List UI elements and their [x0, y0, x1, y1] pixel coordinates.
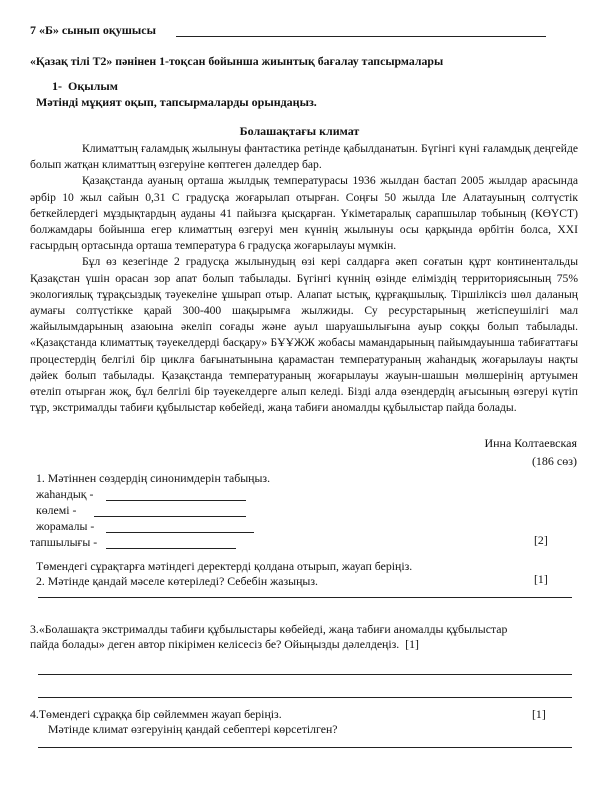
- synonym-answer-2-blank[interactable]: [94, 516, 246, 517]
- task-3-prompt-line-1: 3.«Болашақта экстрималды табиғи құбылыстары көбейеді, жаңа табиғи аномалды құбылыстар: [30, 622, 508, 636]
- task-4-prompt: 4.Төмендегі сұраққа бір сөйлеммен жауап беріңіз.: [30, 707, 282, 721]
- synonym-answer-3-blank[interactable]: [106, 532, 254, 533]
- reading-text: [30, 141, 578, 416]
- task-2-points: [1]: [534, 572, 548, 586]
- section-number: 1-: [52, 79, 62, 93]
- synonym-answer-4-blank[interactable]: [106, 548, 236, 549]
- tasks-intro: Төмендегі сұрақтарға мәтіндегі деректерді қолдана отырып, жауап беріңіз.: [36, 559, 413, 573]
- section-name: Оқылым: [68, 79, 118, 93]
- synonym-word-1: жаһандық -: [36, 487, 94, 501]
- paragraph-1: Климаттың ғаламдық жылынуы фантастика ретінде қабылданатын. Бүгінгі күні ғаламдық деңгейде болып жатқан климаттың өзгеруіне көптеген дәлелдер бар.: [30, 142, 578, 172]
- paragraph-3: Бұл өз кезегінде 2 градусқа жылынудың өзі кері салдарға әкеп соғатын құрт континентальды Қазақстан үшін орасан зор апат болып табылады. Бүгінгі күннің өзінде еліміздің территориясының 75% экологиялық тұрақсыздық тәуекеліне ұшырап отыр. Алапат ыстық, құрғақшылық. Тіршіліксіз шөл даланың аумағы солтүстікке қарай 300-400 шақырымға жылжиды. Су ресурстарының жетіспеушілігі мал жайылымдарының азаюына әкеліп соғады және ауыл шаруашылығына ауыр соққы болып табылады. «Қазақстанда климаттық тәуекелдерді басқару» БҰҰЖЖ жобасы мамандарының пайымдауынша табиғаттағы процестердің белгілі бір циклға бағынатынына қарамастан температураның жаһандық жоғарылауы нақты дәйек болып табылады. Қазақстанда температураның жоғарылауы жауын-шашын мөлшерінің артуымен өтеліп отырған жоқ, бұл белгілі бір тәуекелдерге алып келеді. Бізді алда өзендердің ағысының өзгеруі күтіп тұр, экстрималды табиғи құбылыстар көбейеді, жаңа табиғи аномалды құбылыстар пайда болады.: [30, 255, 578, 415]
- section-heading: [52, 79, 118, 94]
- text-title: Болашақтағы климат: [239, 124, 360, 138]
- task-2-answer-line[interactable]: [38, 597, 572, 598]
- task-3-prompt-line-2: [30, 637, 419, 652]
- section-instruction: Мәтінді мұқият оқып, тапсырмаларды орындаңыз.: [36, 95, 317, 109]
- author-name: Инна Колтаевская: [484, 436, 577, 450]
- task-4-question: Мәтінде климат өзгеруінің қандай себептері көрсетілген?: [48, 722, 338, 736]
- task-3-points: [1]: [405, 637, 419, 651]
- task-1-prompt: 1. Мәтіннен сөздердің синонимдерін табыңыз.: [36, 471, 271, 485]
- document-title: «Қазақ тілі Т2» пәнінен 1-тоқсан бойынша жиынтық бағалау тапсырмалары: [30, 54, 444, 68]
- synonym-word-4: тапшылығы -: [30, 535, 98, 549]
- task-4-answer-line[interactable]: [38, 747, 572, 748]
- task-3-answer-line-2[interactable]: [38, 697, 572, 698]
- student-name-blank: [176, 36, 546, 37]
- task-2-prompt: 2. Мәтінде қандай мәселе көтеріледі? Себебін жазыңыз.: [36, 574, 318, 588]
- paragraph-2: Қазақстанда ауаның орташа жылдық температурасы 1936 жылдан бастап 2005 жылдар арасында әрбір 10 жыл сайын 0,31 С градусқа жоғарылап отырған. Соңғы 50 жылда Іле Алатауының солтүстік беткейлердегі мұздықтардың ауданы 41 пайызға қысқарған. Үкіметаралық сарапшылар тобының (КӨҮСТ) болжамдары бойынша егер климаттың өзгеруі мен күннің жылынуы осы қарқында өрбітін болса, XXI ғасырдың ортасында орташа температура 6 градусқа жоғарылауы мүмкін.: [30, 174, 578, 253]
- student-line-label: 7 «Б» сынып оқушысы: [30, 23, 156, 37]
- task-3-answer-line-1[interactable]: [38, 674, 572, 675]
- synonym-word-2: көлемі -: [36, 503, 77, 517]
- task-1-points: [2]: [534, 533, 548, 547]
- synonym-answer-1-blank[interactable]: [106, 500, 246, 501]
- synonym-word-3: жорамалы -: [36, 519, 95, 533]
- task-3-prompt-text: пайда болады» деген автор пікірімен келісесіз бе? Ойыңызды дәлелдеңіз.: [30, 637, 400, 651]
- task-4-points: [1]: [532, 707, 546, 721]
- word-count: (186 сөз): [531, 454, 577, 468]
